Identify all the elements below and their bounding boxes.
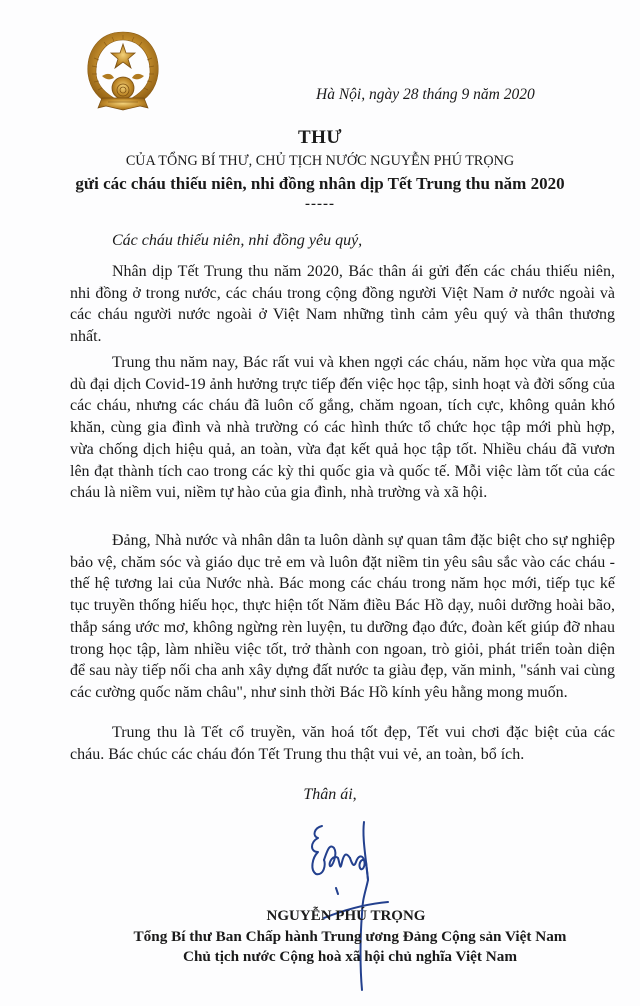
signer-name: NGUYỄN PHÚ TRỌNG (266, 908, 426, 924)
national-emblem-icon (80, 28, 166, 118)
greeting: Các cháu thiếu niên, nhi đồng yêu quý, (112, 232, 363, 249)
signer-title-state: Chủ tịch nước Cộng hoà xã hội chủ nghĩa Việt Nam (183, 948, 517, 965)
place-date: Hà Nội, ngày 28 tháng 9 năm 2020 (316, 86, 535, 103)
separator: ----- (305, 196, 335, 212)
letter-title: THƯ (297, 127, 343, 148)
letter-subtitle-recipients: gửi các cháu thiếu niên, nhi đồng nhân dịp Tết Trung thu năm 2020 (75, 174, 565, 193)
letter-subtitle-author: CỦA TỔNG BÍ THƯ, CHỦ TỊCH NƯỚC NGUYỄN PHÚ TRỌNG (125, 153, 515, 169)
paragraph-3: Đảng, Nhà nước và nhân dân ta luôn dành sự quan tâm đặc biệt cho sự nghiệp bảo vệ, chăm sóc và giáo dục trẻ em và luôn đặt niềm tin yêu sâu sắc vào các cháu - thế hệ tương lai của Nước nhà. Bác mong các cháu trong năm học mới, tiếp tục kế tục truyền thống hiếu học, thực hiện tốt Năm điều Bác Hồ dạy, nuôi dưỡng hoài bão, thắp sáng ước mơ, không ngừng rèn luyện, tu dưỡng đạo đức, đoàn kết giúp đỡ nhau trong học tập, làm nhiều việc tốt, trở thành con ngoan, trò giỏi, phát triển toàn diện để sau này tiếp nối cha anh xây dựng đất nước ta giàu đẹp, văn minh, "sánh vai cùng các cường quốc năm châu", như sinh thời Bác Hồ kính yêu hằng mong muốn. (70, 532, 615, 701)
paragraph-4: Trung thu là Tết cổ truyền, văn hoá tốt đẹp, Tết vui chơi đặc biệt của các cháu. Bác chúc các cháu đón Tết Trung thu thật vui vẻ, an toàn, bổ ích. (70, 724, 615, 763)
signer-title-party: Tổng Bí thư Ban Chấp hành Trung ương Đảng Cộng sản Việt Nam (133, 928, 567, 945)
paragraph-1: Nhân dịp Tết Trung thu năm 2020, Bác thân ái gửi đến các cháu thiếu niên, nhi đồng ở trong nước, các cháu trong cộng đồng người Việt Nam ở nước ngoài và các cháu người nước ngoài ở Việt Nam những tình cảm yêu quý và thân thương nhất. (70, 263, 615, 346)
paragraph-2: Trung thu năm nay, Bác rất vui và khen ngợi các cháu, năm học vừa qua mặc dù đại dịch Covid-19 ảnh hưởng trực tiếp đến việc học tập, sinh hoạt và đời sống của các cháu, nhưng các cháu đã luôn cố gắng, chăm ngoan, tích cực, không quản khó khăn, cùng gia đình và nhà trường có các hình thức tổ chức học tập mới phù hợp, vừa chống dịch hiệu quả, an toàn, vừa đạt kết quả học tập tốt. Nhiều cháu đã vươn lên đạt thành tích cao trong các kỳ thi quốc gia và quốc tế. Mỗi việc làm tốt của các cháu là niềm vui, niềm tự hào của gia đình, nhà trường và xã hội. (70, 354, 615, 502)
closing: Thân ái, (303, 786, 357, 803)
